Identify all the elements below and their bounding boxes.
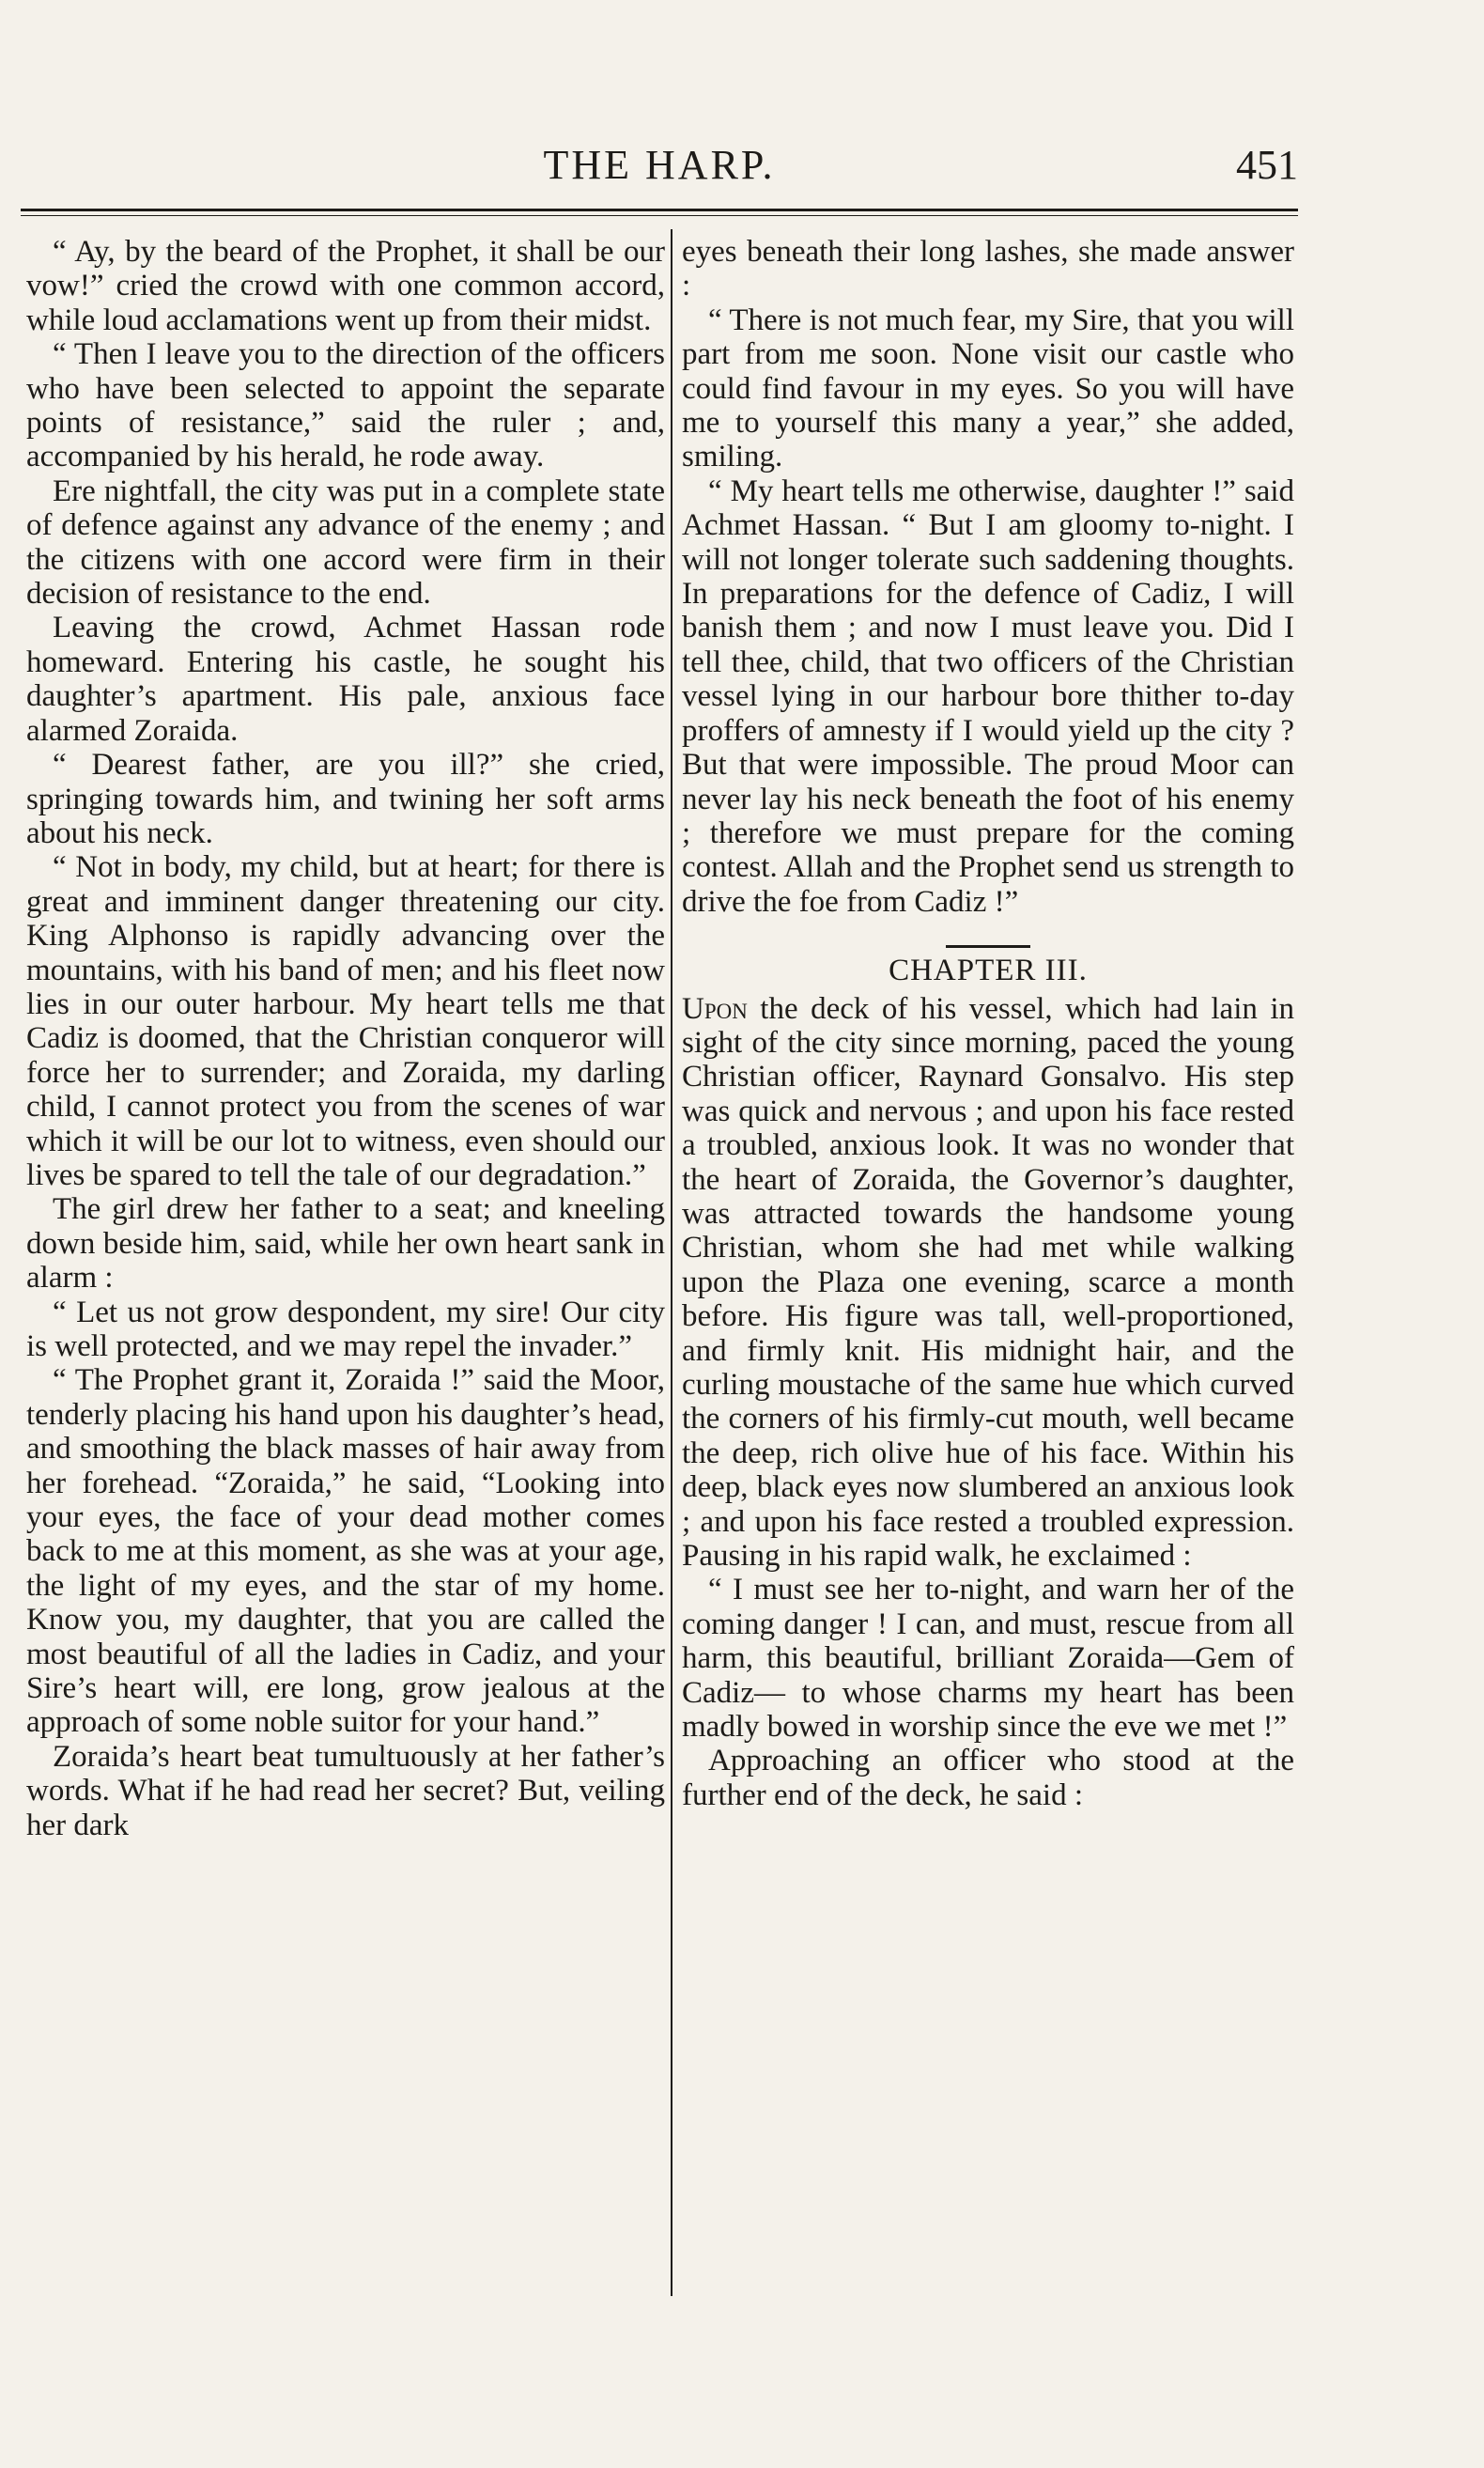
left-column [26,235,665,1842]
paragraph: Zoraida’s heart beat tumultuously at her father’s words. What if he had read her secret? But, veiling her dark [26,1739,665,1842]
paragraph: “ My heart tells me otherwise, daughter !” said Achmet Hassan. “ But I am gloomy to-night. I will not longer tolerate such saddening thoughts. In preparations for the defence of Cadiz, I will banish them ; and now I must leave you. Did I tell thee, child, that two officers of the Christian vessel lying in our harbour bore thither to-day proffers of amnesty if I would yield up the city ? But that were impossible. The proud Moor can never lay his neck beneath the foot of his enemy ; therefore we must prepare for the coming contest. Allah and the Prophet send us strength to drive the foe from Cadiz !” [682,473,1294,919]
paragraph [682,992,1294,1574]
page-header [21,141,1298,209]
paragraph: eyes beneath their long lashes, she made answer : [682,235,1294,303]
running-title: THE HARP. [543,142,776,188]
paragraph: “ Let us not grow despondent, my sire! Our city is well protected, and we may repel the invader.” [26,1295,665,1363]
paragraph: Approaching an officer who stood at the further end of the deck, he said : [682,1744,1294,1812]
chapter-heading: CHAPTER III. [889,954,1088,988]
chapter-rule [946,945,1030,948]
paragraph: “ The Prophet grant it, Zoraida !” said the Moor, tenderly placing his hand upon his daughter’s head, and smoothing the black masses of hair away from her forehead. “Zoraida,” he said, “Looking into your eyes, the face of your dead mother comes back to me at this moment, as she was at your age, the light of my eyes, and the star of my home. Know you, my daughter, that you are called the most beautiful of all the ladies in Cadiz, and your Sire’s heart will, ere long, grow jealous at the approach of some noble suitor for your hand.” [26,1363,665,1740]
paragraph: “ Ay, by the beard of the Prophet, it shall be our vow!” cried the crowd with one common accord, while loud acclamations went up from their midst. [26,235,665,337]
paragraph: “ Not in body, my child, but at heart; for there is great and imminent danger threatening our city. King Alphonso is rapidly advancing over the mountains, with his band of men; and his fleet now lies in our outer harbour. My heart tells me that Cadiz is doomed, that the Christian conqueror will force her to surrender; and Zoraida, my darling child, I cannot protect you from the scenes of war which it will be our lot to witness, even should our lives be spared to tell the tale of our degradation.” [26,850,665,1192]
header-rule-thick [21,209,1298,211]
paragraph: The girl drew her father to a seat; and kneeling down beside him, said, while her own heart sank in alarm : [26,1192,665,1296]
paragraph: Ere nightfall, the city was put in a complete state of defence against any advance of the enemy ; and the citizens with one accord were firm in their decision of resistance to the end. [26,473,665,612]
paragraph: “ Dearest father, are you ill?” she cried, springing towards him, and twining her soft arms about his neck. [26,748,665,850]
column-divider [671,229,672,2296]
paragraph-text: the deck of his vessel, which had lain in sight of the city since morning, paced the young Christian officer, Raynard Gonsalvo. His step was quick and nervous ; and upon his face rested a troubled, anxious look. It was no wonder that the heart of Zoraida, the Governor’s daughter, was attracted towards the handsome young Christian, whom she had met while walking upon the Plaza one evening, scarce a month before. His figure was tall, well-proportioned, and firmly knit. His midnight hair, and the curling moustache of the same hue which curved the corners of his firmly-cut mouth, well became the deep, rich olive hue of his face. Within his deep, black eyes now slumbered an anxious look ; and upon his face rested a troubled expression. Pausing in his rapid walk, he exclaimed : [682,991,1294,1574]
page-number: 451 [1236,142,1298,188]
header-rule-thin [21,215,1298,216]
paragraph: Leaving the crowd, Achmet Hassan rode homeward. Entering his castle, he sought his daughter’s apartment. His pale, anxious face alarmed Zoraida. [26,611,665,748]
paragraph: “ There is not much fear, my Sire, that you will part from me soon. None visit our castle who could find favour in my eyes. So you will have me to yourself this many a year,” she added, smiling. [682,303,1294,474]
paragraph: “ I must see her to-night, and warn her of the coming danger ! I can, and must, rescue from all harm, this beautiful, brilliant Zoraida—Gem of Cadiz— to whose charms my heart has been madly bowed in worship since the eve we met !” [682,1573,1294,1745]
right-column [682,235,1294,1812]
paragraph: “ Then I leave you to the direction of the officers who have been selected to appoint the separate points of resistance,” said the ruler ; and, accompanied by his herald, he rode away. [26,337,665,474]
chapter-lead-word: Upon [682,991,748,1026]
